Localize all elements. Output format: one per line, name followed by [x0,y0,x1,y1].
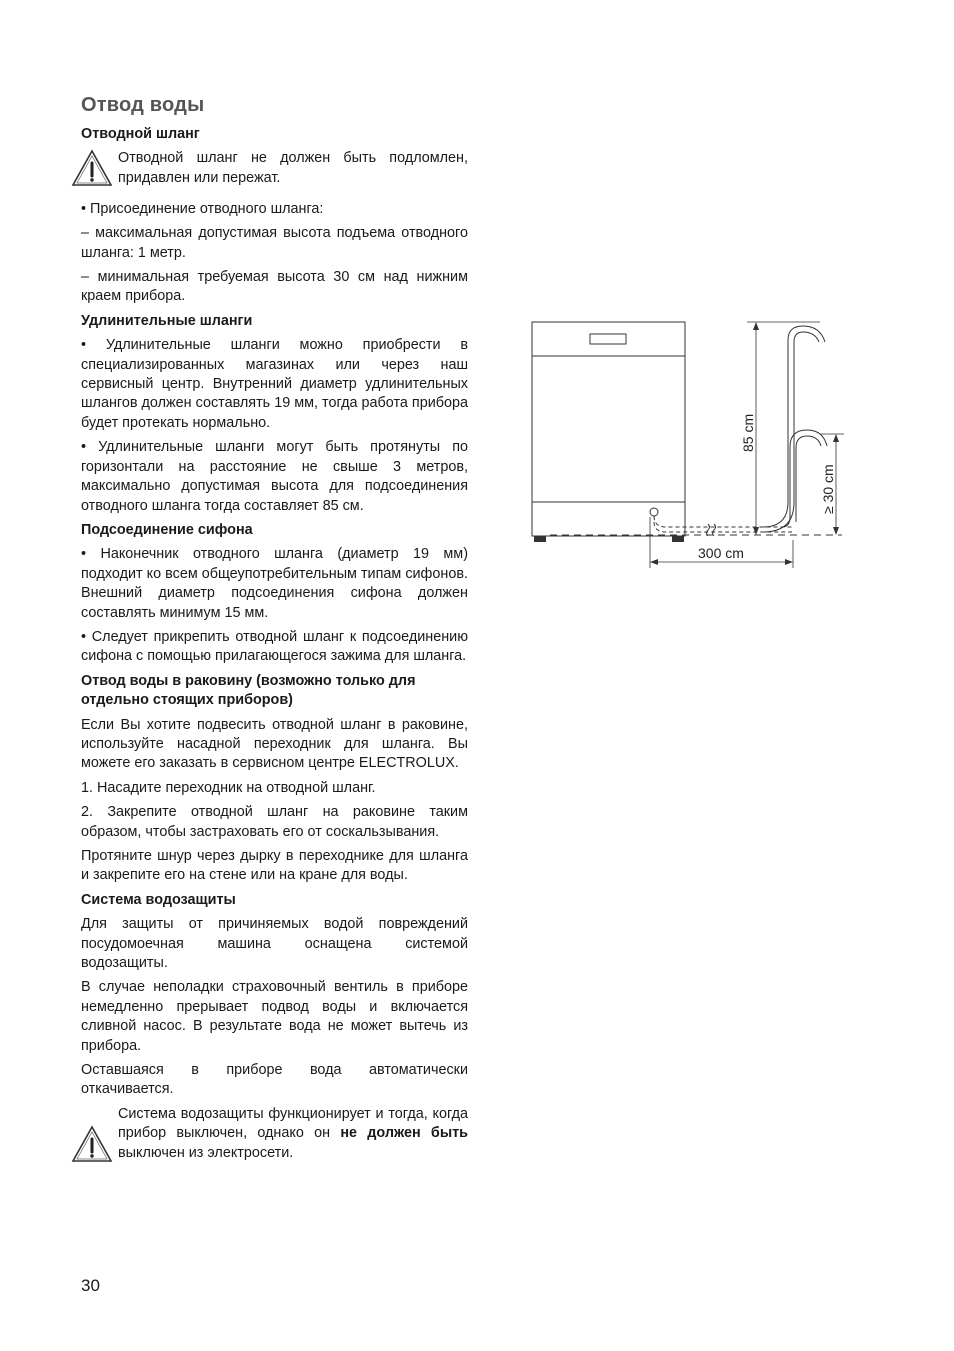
paragraph: 2. Закрепите отводной шланг на раковине таким образом, чтобы застраховать его от соскальзывания. [81,804,468,840]
label-300cm: 300 cm [698,545,744,561]
label-30cm: ≥ 30 cm [820,464,836,514]
paragraph: • Наконечник отводного шланга (диаметр 19 мм) подходит ко всем общеупотребительным типам сифонов. Внешний диаметр подсоединения сифона должен составлять минимум 15 мм. [81,546,468,621]
paragraph: Для защиты от причиняемых водой повреждений посудомоечная машина оснащена системой водозащиты. [81,916,468,972]
heading-drain-hose: Отводной шланг [81,126,200,142]
warning-block [71,1105,468,1169]
paragraph: В случае неполадки страховочный вентиль в приборе немедленно прерывает подвод воды и включается сливной насос. В результате вода не может вытечь из прибора. [81,979,468,1054]
paragraph: • Удлинительные шланги могут быть протянуты по горизонтали на расстояние не свыше 3 метров, максимально допустимая высота для подсоединения отводного шланга тогда составляет 85 см. [81,439,468,514]
paragraph: – минимальная требуемая высота 30 см над нижним краем прибора. [81,269,468,305]
heading-water-protection: Система водозащиты [81,891,236,908]
warning-block [71,149,468,193]
page-number: 30 [81,1276,100,1295]
text-column [81,92,468,1175]
paragraph: • Следует прикрепить отводной шланг к подсоединению сифона с помощью прилагающегося зажима для шланга. [81,628,468,665]
appliance-door [532,356,685,502]
warning-text: Отводной шланг не должен быть подломлен, придавлен или пережат. [118,150,468,186]
paragraph: Протяните шнур через дырку в переходнике для шланга и закрепите его на стене или на кране для воды. [81,848,468,884]
paragraph: • Присоединение отводного шланга: [81,200,324,217]
paragraph: Оставшаяся в приборе вода автоматически откачивается. [81,1062,468,1098]
warning-triangle-icon [71,1125,117,1169]
drain-hose-diagram [520,312,860,574]
paragraph: • Удлинительные шланги можно приобрести в специализированных магазинах или через наш сервисный центр. Внутренний диаметр удлинительных шлангов должен составлять 19 мм, тогда работа прибора будет протекать нормально. [81,337,468,431]
appliance-foot [672,536,684,542]
control-panel [590,334,626,344]
paragraph: – максимальная допустимая высота подъема отводного шланга: 1 метр. [81,225,468,261]
warning-text: Система водозащиты функционирует и тогда, когда прибор выключен, однако он не должен быть выключен из электросети. [118,1105,468,1161]
warning-emphasis: не должен быть [340,1125,468,1142]
paragraph: Если Вы хотите подвесить отводной шланг в раковине, используйте насадной переходник для шланга. Вы можете его заказать в сервисном центре ELECTROLUX. [81,716,468,772]
page-title: Отвод воды [81,94,205,116]
paragraph: 1. Насадите переходник на отводной шланг. [81,779,376,796]
label-85cm: 85 cm [740,413,756,452]
appliance-outline [532,322,685,536]
heading-siphon: Подсоединение сифона [81,521,253,538]
heading-sink-drain: Отвод воды в раковину (возможно только для отдельно стоящих приборов) [81,672,416,709]
warning-triangle-icon [71,149,117,193]
heading-extension-hoses: Удлинительные шланги [81,312,253,329]
appliance-foot [534,536,546,542]
